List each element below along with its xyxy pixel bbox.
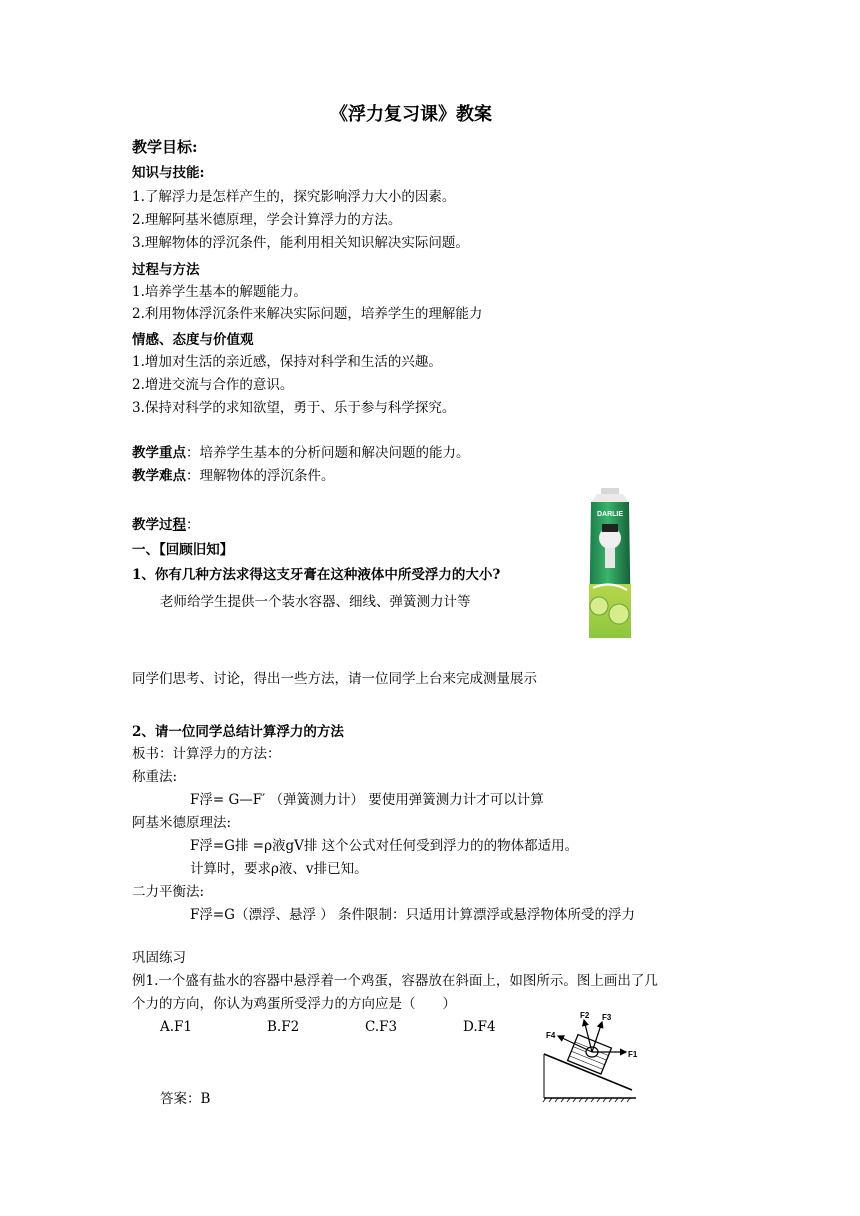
method-1-formula: F浮= G—F′ （弹簧测力计） 要使用弹簧测力计才可以计算 — [190, 792, 544, 808]
method-2-note: 计算时，要求ρ液、v排已知。 — [190, 861, 368, 877]
answer: 答案：B — [160, 1091, 211, 1107]
attitude-item: 2.增进交流与合作的意识。 — [132, 377, 294, 393]
force-f3-label: F3 — [602, 1013, 612, 1022]
knowledge-item: 1.了解浮力是怎样产生的，探究影响浮力大小的因素。 — [132, 189, 456, 205]
difficulty — [132, 467, 335, 485]
difficulty-text: ：理解物体的浮沉条件。 — [186, 468, 335, 484]
knowledge-item: 2.理解阿基米德原理，学会计算浮力的方法。 — [132, 212, 402, 228]
option-d: D.F4 — [463, 1019, 496, 1035]
question-2-title: 2、请一位同学总结计算浮力的方法 — [132, 724, 344, 740]
teaching-process-label-underlined: 程 — [172, 517, 186, 533]
teaching-process-colon: ： — [186, 517, 200, 533]
process-item: 1.培养学生基本的解题能力。 — [132, 284, 307, 300]
question-1-title: 1、你有几种方法求得这支牙膏在这种液体中所受浮力的大小? — [132, 567, 501, 583]
example-1-line-1: 例1.一个盛有盐水的容器中悬浮着一个鸡蛋，容器放在斜面上，如图所示。图上画出了几 — [132, 973, 658, 989]
knowledge-item: 3.理解物体的浮沉条件，能利用相关知识解决实际问题。 — [132, 235, 469, 251]
toothpaste-image — [585, 488, 635, 640]
difficulty-label: 教学难点 — [132, 468, 186, 484]
force-f2-label: F2 — [580, 1011, 590, 1020]
incline-force-diagram — [540, 1008, 640, 1103]
teaching-process-heading — [132, 516, 200, 534]
key-point-label: 教学重点 — [132, 445, 186, 461]
force-f3-arrow — [592, 1022, 602, 1052]
knowledge-heading: 知识与技能: — [132, 165, 205, 181]
method-2-formula: F浮=G排 =ρ液gV排 这个公式对任何受到浮力的的物体都适用。 — [190, 838, 579, 854]
attitude-item: 1.增加对生活的亲近感，保持对科学和生活的兴趣。 — [132, 354, 442, 370]
key-point — [132, 444, 470, 462]
practice-heading: 巩固练习 — [132, 950, 186, 966]
method-3-name: 二力平衡法: — [132, 884, 205, 900]
method-1-name: 称重法: — [132, 769, 178, 785]
question-1-note: 老师给学生提供一个装水容器、细线、弹簧测力计等 — [160, 594, 471, 610]
process-item: 2.利用物体浮沉条件来解决实际问题，培养学生的理解能力 — [132, 306, 483, 322]
key-point-text: ：培养学生基本的分析问题和解决问题的能力。 — [186, 445, 470, 461]
attitude-heading: 情感、态度与价值观 — [132, 332, 254, 348]
force-f4-label: F4 — [546, 1031, 556, 1040]
option-b: B.F2 — [267, 1019, 300, 1035]
teaching-process-label: 教学过 — [132, 517, 173, 533]
toothpaste-brand-text: DARLIE — [596, 511, 624, 518]
method-3-formula: F浮=G（漂浮、悬浮 ） 条件限制：只适用计算漂浮或悬浮物体所受的浮力 — [190, 907, 636, 923]
board-writing: 板书：计算浮力的方法： — [132, 746, 281, 762]
example-1-line-2: 个力的方向，你认为鸡蛋所受浮力的方向应是（ ） — [132, 996, 456, 1012]
option-c: C.F3 — [365, 1019, 398, 1035]
method-2-name: 阿基米德原理法: — [132, 815, 232, 831]
incline-surface — [544, 1054, 632, 1090]
option-a: A.F1 — [160, 1019, 192, 1035]
force-f1-label: F1 — [628, 1050, 638, 1059]
process-heading: 过程与方法 — [132, 262, 200, 278]
review-heading: 一、【回顾旧知】 — [132, 542, 234, 558]
page-title: 《浮力复习课》教案 — [330, 104, 492, 125]
goals-heading: 教学目标: — [132, 138, 198, 156]
question-1-discussion: 同学们思考、讨论，得出一些方法，请一位同学上台来完成测量展示 — [132, 671, 537, 687]
attitude-item: 3.保持对科学的求知欲望，勇于、乐于参与科学探究。 — [132, 400, 456, 416]
